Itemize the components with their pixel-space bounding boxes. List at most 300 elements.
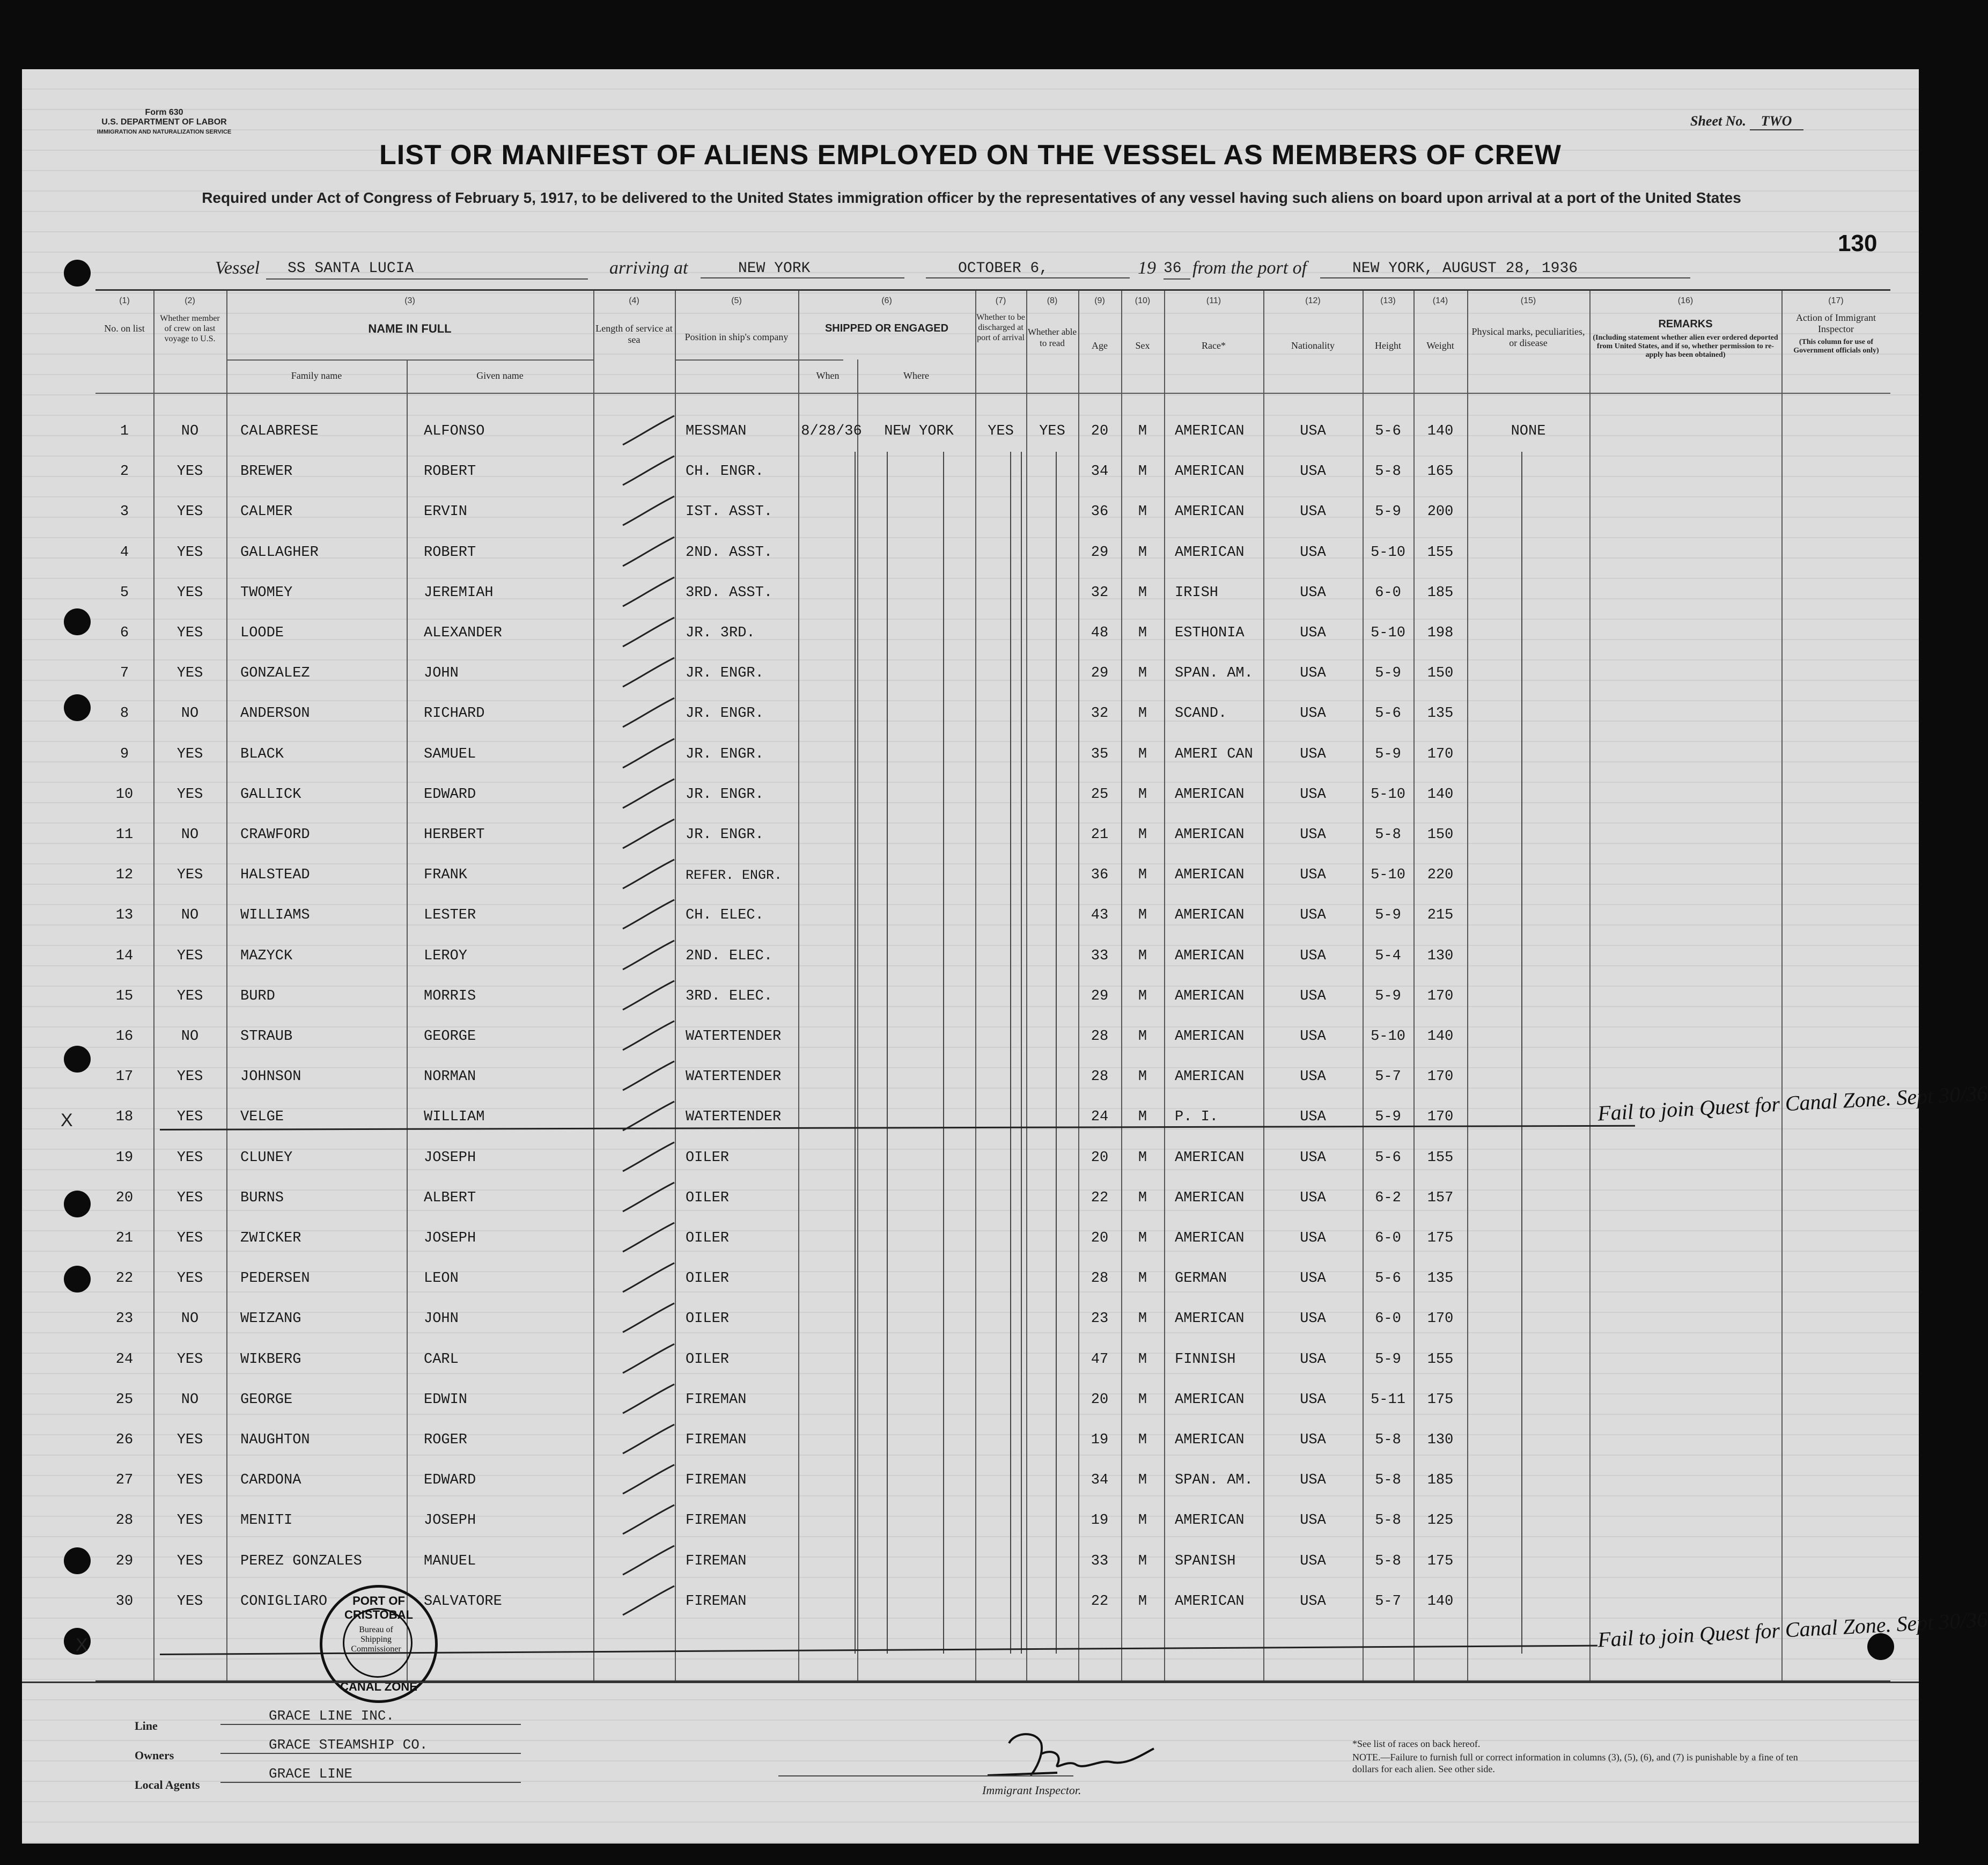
sheet-number-value: TWO [1750,113,1803,130]
cell-position: 2ND. ASST. [686,544,773,561]
cell-position: OILER [686,1190,730,1206]
cell-discharged [975,573,1026,613]
cell-weight: 140 [1427,786,1454,803]
ditto-line [1521,452,1522,1654]
cell-no: 6 [120,625,129,641]
cell-member: YES [176,584,203,601]
cell-no: 26 [115,1432,134,1448]
cell-no: 1 [120,423,129,439]
department-name: U.S. DEPARTMENT OF LABOR [101,118,227,127]
service-name: IMMIGRATION AND NATURALIZATION SERVICE [97,129,232,135]
arrival-year: 36 [1164,259,1190,280]
cell-member: YES [176,988,203,1004]
col-head-weight: Weight [1426,340,1454,351]
cell-marks [1467,735,1589,775]
table-row [95,573,1890,613]
cell-marks [1467,936,1589,976]
service-slash-mark [619,1017,678,1057]
cell-race: GERMAN [1175,1271,1227,1287]
cell-family: CRAWFORD [240,827,310,843]
cell-age: 28 [1091,1029,1109,1045]
cell-member: YES [176,464,203,480]
cell-where [863,936,975,976]
port-stamp [320,1585,438,1703]
col-head-shipped: SHIPPED OR ENGAGED [824,322,949,334]
cell-position: FIREMAN [686,1593,747,1610]
table-row [95,452,1890,492]
cell-no: 18 [115,1109,134,1126]
x-mark-row-16: X [61,1110,73,1130]
cell-age: 43 [1091,907,1109,924]
cell-no: 24 [115,1351,134,1368]
cell-sex: M [1138,1271,1147,1287]
cell-height: 5-9 [1375,665,1401,682]
cell-read [1026,735,1078,775]
cell-family: STRAUB [240,1029,293,1045]
cell-read [1026,1460,1078,1501]
cell-discharged [975,895,1026,936]
cell-weight: 155 [1427,1149,1454,1166]
cell-sex: M [1138,1472,1147,1489]
cell-sex: M [1138,1230,1147,1246]
cell-read [1026,1541,1078,1582]
cell-nationality: USA [1300,1109,1326,1126]
cell-weight: 175 [1427,1553,1454,1569]
cell-nationality: USA [1300,1230,1326,1246]
cell-sex: M [1138,1593,1147,1610]
cell-sex: M [1138,746,1147,762]
cell-weight: 130 [1427,1432,1454,1448]
cell-age: 48 [1091,625,1109,641]
col-head-no: No. on list [104,323,145,334]
cell-weight: 150 [1427,827,1454,843]
cell-no: 12 [115,867,134,884]
cell-weight: 170 [1427,988,1454,1004]
cell-nationality: USA [1300,544,1326,561]
cell-read [1026,1138,1078,1178]
cell-sex: M [1138,1512,1147,1529]
cell-discharged [975,613,1026,654]
cell-no: 2 [120,464,129,480]
table-row [95,694,1890,734]
service-slash-mark [619,1582,678,1622]
cell-read [1026,452,1078,492]
service-slash-mark [619,1299,678,1339]
cell-member: NO [181,1029,199,1045]
cell-age: 23 [1091,1311,1109,1327]
cell-when [799,815,864,855]
cell-race: AMERICAN [1175,827,1245,843]
cell-when [799,1501,864,1541]
cell-when [799,1541,864,1582]
cell-race: AMERI CAN [1175,746,1253,762]
cell-given: ALBERT [424,1190,476,1206]
cell-age: 34 [1091,464,1109,480]
cell-family: WILLIAMS [240,907,310,924]
cell-where [863,452,975,492]
cell-given: LEON [424,1271,459,1287]
cell-read [1026,1178,1078,1218]
cell-age: 19 [1091,1512,1109,1529]
cell-position: JR. ENGR. [686,665,764,682]
cell-weight: 170 [1427,1069,1454,1085]
cell-family: PEREZ GONZALES [240,1553,362,1569]
cell-read [1026,775,1078,815]
service-slash-mark [619,1420,678,1460]
races-note: *See list of races on back hereof. [1352,1738,1481,1749]
cell-age: 36 [1091,867,1109,884]
cell-discharged [975,1218,1026,1259]
col-number: (6) [881,296,892,305]
cell-when [799,1340,864,1380]
cell-race: AMERICAN [1175,786,1245,803]
cell-height: 5-8 [1375,464,1401,480]
cell-marks [1467,1460,1589,1501]
cell-marks [1467,1420,1589,1460]
table-row [95,1218,1890,1259]
shipped-rule [675,359,843,361]
cell-when [799,654,864,694]
cell-age: 36 [1091,504,1109,520]
cell-race: FINNISH [1175,1351,1236,1368]
service-slash-mark [619,613,678,654]
cell-no: 9 [120,746,129,762]
col-head-sex: Sex [1135,340,1150,351]
cell-marks [1467,895,1589,936]
cell-given: FRANK [424,867,468,884]
cell-height: 5-9 [1375,746,1401,762]
cell-when [799,1057,864,1097]
cell-nationality: USA [1300,827,1326,843]
cell-age: 32 [1091,584,1109,601]
cell-member: YES [176,746,203,762]
col-head-length: Length of service at sea [595,323,673,345]
cell-weight: 175 [1427,1230,1454,1246]
cell-height: 5-6 [1375,706,1401,722]
cell-family: CONIGLIARO [240,1593,328,1610]
cell-no: 22 [115,1271,134,1287]
cell-read [1026,654,1078,694]
cell-marks [1467,815,1589,855]
col-head-height: Height [1375,340,1401,351]
cell-given: NORMAN [424,1069,476,1085]
table-row [95,1057,1890,1097]
cell-position: JR. 3RD. [686,625,755,641]
cell-member: YES [176,1271,203,1287]
cell-weight: 140 [1427,423,1454,439]
cell-discharged [975,976,1026,1017]
cell-race: AMERICAN [1175,504,1245,520]
cell-given: SAMUEL [424,746,476,762]
cell-height: 5-9 [1375,504,1401,520]
col-head-family: Family name [291,370,342,381]
cell-given: JOHN [424,1311,459,1327]
cell-age: 19 [1091,1432,1109,1448]
cell-read [1026,1057,1078,1097]
col-head-race: Race* [1202,340,1226,351]
cell-where [863,654,975,694]
cell-weight: 170 [1427,746,1454,762]
cell-no: 8 [120,706,129,722]
cell-member: YES [176,867,203,884]
service-slash-mark [619,1460,678,1501]
cell-read [1026,936,1078,976]
col-number: (5) [731,296,742,305]
cell-family: PEDERSEN [240,1271,310,1287]
table-row [95,1178,1890,1218]
cell-discharged [975,1097,1026,1137]
cell-family: BURNS [240,1190,284,1206]
cell-family: MENITI [240,1512,293,1529]
cell-position: OILER [686,1149,730,1166]
cell-no: 15 [115,988,134,1004]
cell-no: 16 [115,1029,134,1045]
cell-weight: 220 [1427,867,1454,884]
cell-read [1026,1501,1078,1541]
cell-family: VELGE [240,1109,284,1126]
cell-height: 5-10 [1371,867,1405,884]
cell-marks [1467,855,1589,895]
cell-position: JR. ENGR. [686,746,764,762]
cell-height: 5-9 [1375,1109,1401,1126]
table-row [95,1541,1890,1582]
cell-when [799,1380,864,1420]
binder-hole [64,694,91,721]
cell-position: OILER [686,1351,730,1368]
table-row [95,533,1890,573]
service-slash-mark [619,1097,678,1137]
cell-given: HERBERT [424,827,485,843]
cell-weight: 200 [1427,504,1454,520]
cell-where [863,1299,975,1339]
cell-given: GEORGE [424,1029,476,1045]
col-head-nationality: Nationality [1291,340,1335,351]
cell-position: IST. ASST. [686,504,773,520]
cell-no: 5 [120,584,129,601]
cell-weight: 135 [1427,1271,1454,1287]
inspector-signature-line [778,1775,1073,1776]
cell-age: 29 [1091,988,1109,1004]
header-rule [95,393,1890,394]
cell-where [863,1582,975,1622]
cell-where [863,976,975,1017]
cell-marks [1467,1057,1589,1097]
cell-weight: 150 [1427,665,1454,682]
cell-race: AMERICAN [1175,1149,1245,1166]
cell-position: OILER [686,1271,730,1287]
table-row [95,1380,1890,1420]
cell-no: 11 [115,827,134,843]
cell-where [863,895,975,936]
cell-no: 3 [120,504,129,520]
cell-marks [1467,654,1589,694]
cell-given: CARL [424,1351,459,1368]
cell-height: 5-7 [1375,1069,1401,1085]
cell-discharged [975,936,1026,976]
cell-when [799,694,864,734]
cell-height: 5-11 [1371,1391,1405,1408]
cell-height: 5-8 [1375,1553,1401,1569]
stamp-top-text: PORT OF CRISTOBAL [344,1594,413,1621]
cell-marks [1467,694,1589,734]
cell-discharged [975,1178,1026,1218]
cell-when [799,1582,864,1622]
table-row [95,1299,1890,1339]
cell-sex: M [1138,1029,1147,1045]
cell-weight: 155 [1427,544,1454,561]
cell-member: NO [181,907,199,924]
table-row [95,1340,1890,1380]
cell-where [863,1460,975,1501]
cell-no: 4 [120,544,129,561]
stamp-middle-text: Bureau of Shipping Commissioner [351,1625,401,1654]
form-header [92,108,237,137]
cell-race: AMERICAN [1175,1190,1245,1206]
service-slash-mark [619,492,678,532]
cell-read [1026,815,1078,855]
cell-where [863,1138,975,1178]
cell-sex: M [1138,1553,1147,1569]
service-slash-mark [619,1218,678,1259]
cell-sex: M [1138,706,1147,722]
name-rule [226,359,593,361]
cell-marks [1467,1017,1589,1057]
ditto-line [1010,452,1011,1654]
cell-discharged [975,735,1026,775]
cell-weight: 198 [1427,625,1454,641]
cell-when [799,1299,864,1339]
cell-age: 47 [1091,1351,1109,1368]
year-prefix: 19 [1138,258,1156,278]
service-slash-mark [619,412,678,452]
cell-member: YES [176,1230,203,1246]
cell-marks [1467,1380,1589,1420]
cell-when [799,936,864,976]
service-slash-mark [619,775,678,815]
cell-race: AMERICAN [1175,948,1245,964]
cell-given: EDWIN [424,1391,468,1408]
cell-marks [1467,976,1589,1017]
cell-sex: M [1138,988,1147,1004]
inspector-signature [977,1722,1175,1786]
cell-given: ALEXANDER [424,625,502,641]
cell-nationality: USA [1300,1512,1326,1529]
cell-race: AMERICAN [1175,1432,1245,1448]
cell-position: OILER [686,1230,730,1246]
cell-given: JOSEPH [424,1512,476,1529]
cell-nationality: USA [1300,1271,1326,1287]
cell-race: AMERICAN [1175,423,1245,439]
table-row [95,492,1890,532]
cell-sex: M [1138,867,1147,884]
cell-member: YES [176,1109,203,1126]
col-head-member: Whether member of crew on last voyage to U.S. [160,314,220,343]
cell-given: EDWARD [424,786,476,803]
cell-nationality: USA [1300,1069,1326,1085]
cell-height: 6-2 [1375,1190,1401,1206]
cell-where [863,492,975,532]
cell-where [863,735,975,775]
cell-discharged [975,1460,1026,1501]
cell-when [799,1218,864,1259]
cell-member: YES [176,665,203,682]
col-number: (13) [1380,296,1396,305]
cell-when [799,1259,864,1299]
arrival-date: OCTOBER 6, [926,259,1130,278]
cell-where [863,855,975,895]
service-slash-mark [619,815,678,855]
table-row [95,1138,1890,1178]
cell-sex: M [1138,504,1147,520]
cell-family: HALSTEAD [240,867,310,884]
penalty-note: NOTE.—Failure to furnish full or correct information in columns (3), (5), (6), and (7) is punishable by a fine of ten dollars for each alien. See other side. [1352,1752,1798,1774]
cell-read [1026,1017,1078,1057]
cell-marks [1467,1218,1589,1259]
cell-height: 5-9 [1375,988,1401,1004]
cell-marks [1467,573,1589,613]
cell-marks [1467,452,1589,492]
inspector-label: Immigrant Inspector. [982,1783,1081,1797]
cell-given: JOSEPH [424,1230,476,1246]
service-slash-mark [619,976,678,1017]
cell-position: FIREMAN [686,1472,747,1489]
cell-discharged [975,855,1026,895]
cell-height: 5-10 [1371,786,1405,803]
col-head-action: Action of Immigrant Inspector [1796,312,1876,334]
cell-marks [1467,492,1589,532]
cell-where [863,1017,975,1057]
cell-sex: M [1138,423,1147,439]
binder-hole [64,1191,91,1217]
cell-weight: 155 [1427,1351,1454,1368]
cell-member: YES [176,544,203,561]
col-number: (4) [629,296,639,305]
cell-read [1026,1218,1078,1259]
cell-sex: M [1138,464,1147,480]
ditto-line [855,452,856,1654]
cell-where: NEW YORK [884,423,954,439]
footer-rule [22,1682,1919,1683]
cell-read [1026,976,1078,1017]
service-slash-mark [619,895,678,936]
cell-where [863,1057,975,1097]
cell-discharged [975,1259,1026,1299]
table-row [95,654,1890,694]
cell-where [863,1420,975,1460]
cell-no: 25 [115,1391,134,1408]
table-row [95,936,1890,976]
cell-position: CH. ENGR. [686,464,764,480]
cell-family: CLUNEY [240,1149,293,1166]
cell-age: 32 [1091,706,1109,722]
form-number: Form 630 [145,108,183,117]
cell-height: 5-8 [1375,827,1401,843]
cell-when [799,1460,864,1501]
cell-position: WATERTENDER [686,1029,782,1045]
cell-read [1026,492,1078,532]
cell-age: 20 [1091,423,1109,439]
cell-marks [1467,1501,1589,1541]
cell-age: 28 [1091,1069,1109,1085]
cell-where [863,573,975,613]
cell-age: 22 [1091,1593,1109,1610]
cell-weight: 135 [1427,706,1454,722]
cell-where [863,1097,975,1137]
cell-height: 5-6 [1375,1149,1401,1166]
cell-read [1026,1259,1078,1299]
cell-height: 5-10 [1371,625,1405,641]
col-number: (2) [185,296,195,305]
